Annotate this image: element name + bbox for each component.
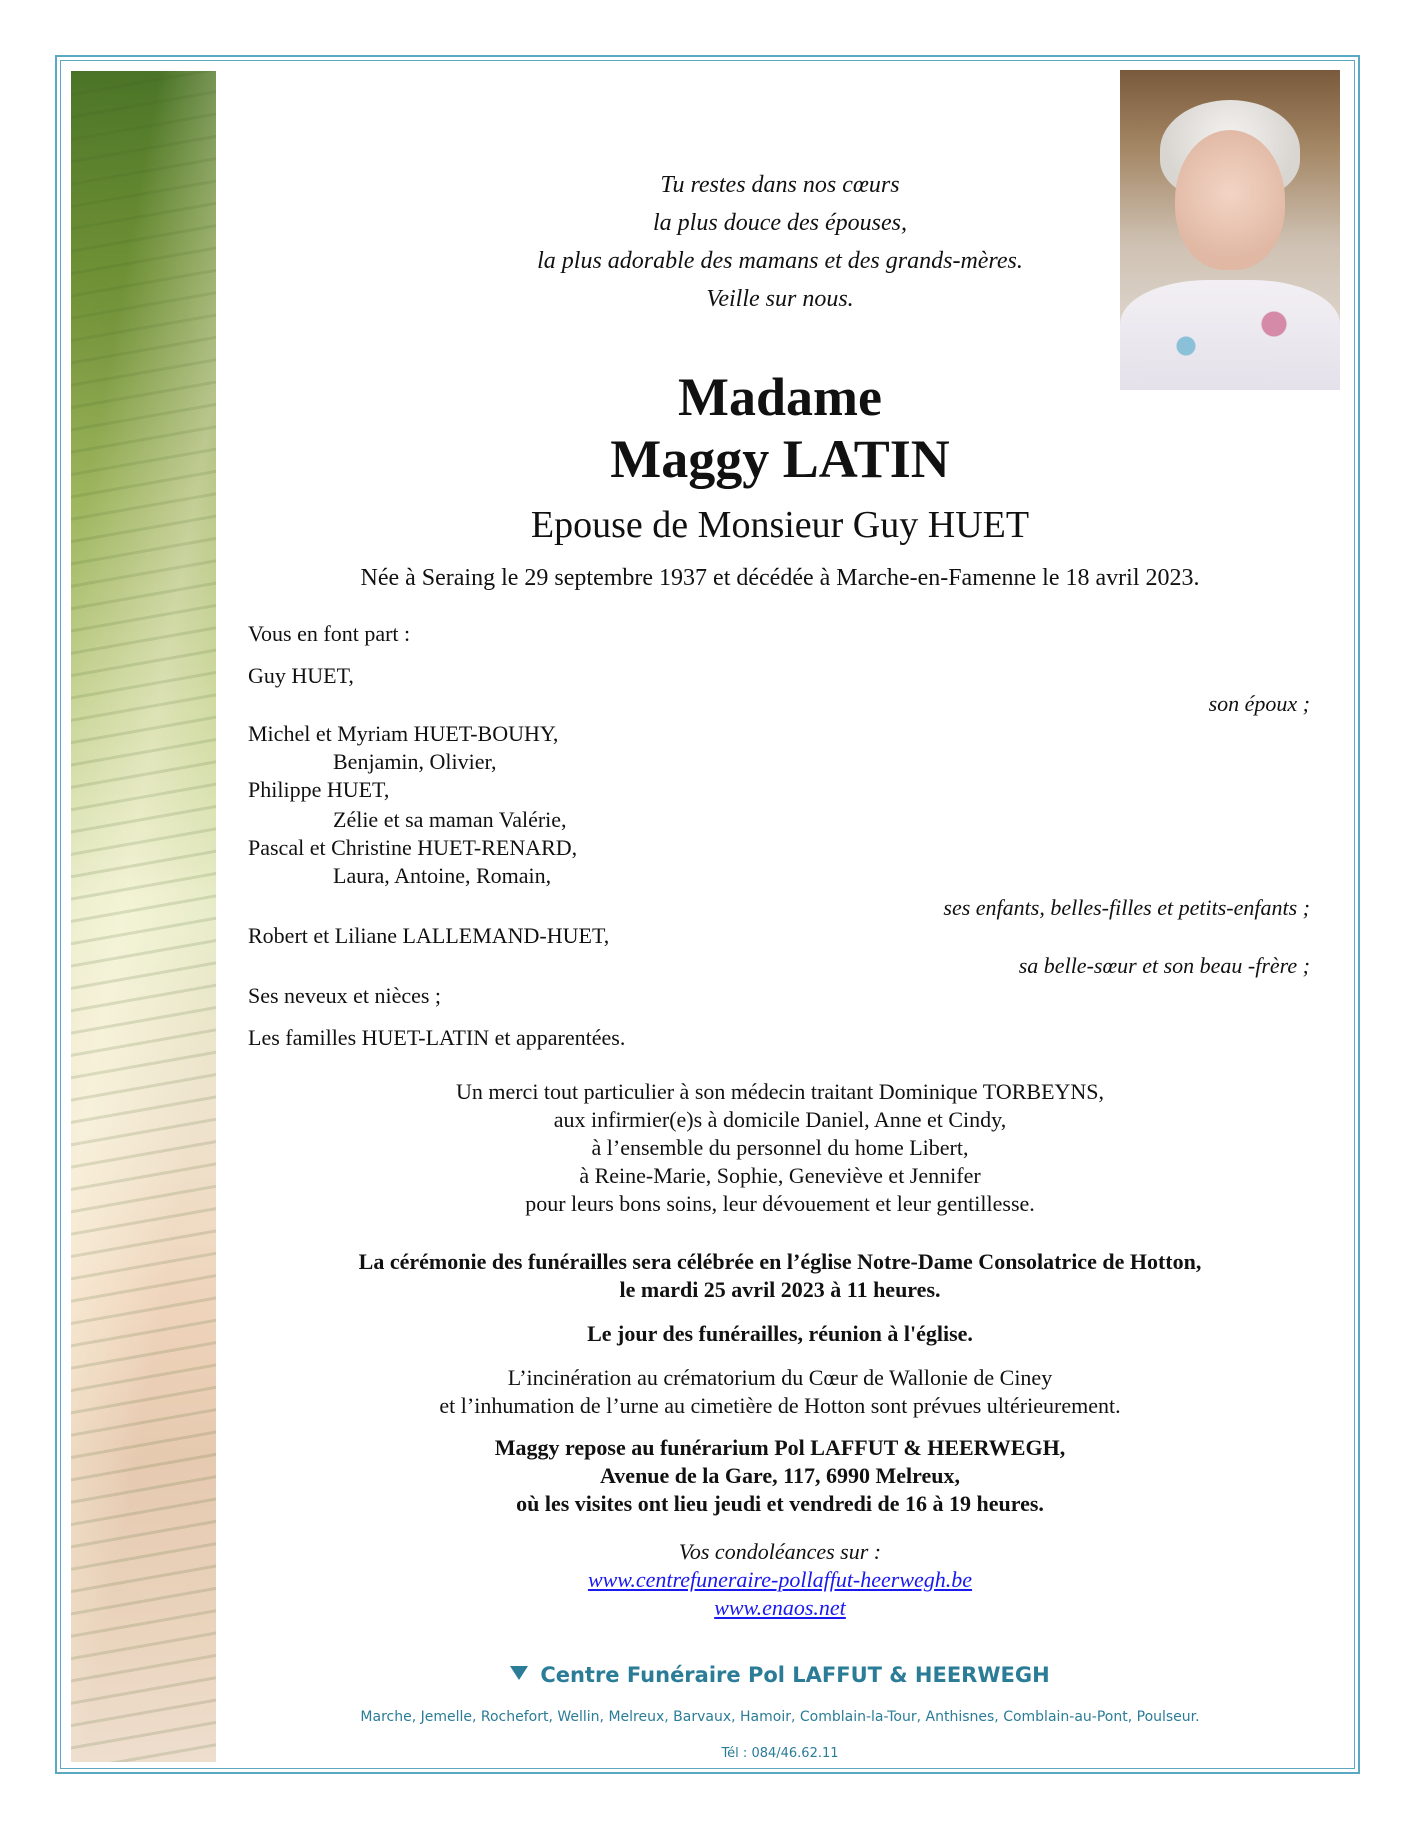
family-intro: Vous en font part : <box>248 621 411 646</box>
thanks-block <box>250 1078 1310 1218</box>
thanks-line: aux infirmier(e)s à domicile Daniel, Anne et Cindy, <box>553 1107 1007 1132</box>
family-grandchild: Benjamin, Olivier, <box>333 749 497 774</box>
thanks-line: à l’ensemble du personnel du home Libert, <box>591 1135 969 1160</box>
condolences-label: Vos condoléances sur : <box>678 1539 882 1564</box>
funeral-center-name <box>250 1662 1310 1688</box>
cremation-line: et l’inhumation de l’urne au cimetière de Hotton sont prévues ultérieurement. <box>439 1393 1121 1418</box>
family-sibling: Robert et Liliane LALLEMAND-HUET, <box>248 923 610 948</box>
family-grandchild: Laura, Antoine, Romain, <box>333 863 552 888</box>
family-families: Les familles HUET-LATIN et apparentées. <box>248 1025 626 1050</box>
ceremony-block <box>250 1248 1310 1304</box>
family-husband-role: son époux ; <box>1208 691 1310 716</box>
rest-block <box>250 1434 1310 1518</box>
family-nephews: Ses neveux et nièces ; <box>248 983 442 1008</box>
funeral-center-phone: Tél : 084/46.62.11 <box>721 1746 839 1761</box>
ceremony-line: La cérémonie des funérailles sera célébrée en l’église Notre-Dame Consolatrice de Hotton, <box>358 1249 1202 1274</box>
family-grandchild: Zélie et sa maman Valérie, <box>333 807 567 832</box>
thanks-line: pour leurs bons soins, leur dévouement et leur gentillesse. <box>525 1191 1035 1216</box>
thanks-line: à Reine-Marie, Sophie, Geneviève et Jennifer <box>579 1163 981 1188</box>
family-child: Pascal et Christine HUET-RENARD, <box>248 835 578 860</box>
triangle-down-icon <box>510 1666 528 1680</box>
cremation-block <box>250 1364 1310 1420</box>
rest-line: Avenue de la Gare, 117, 6990 Melreux, <box>600 1463 960 1488</box>
enaos-link[interactable]: www.enaos.net <box>714 1595 846 1620</box>
rest-line: Maggy repose au funérarium Pol LAFFUT & HEERWEGH, <box>494 1435 1066 1460</box>
family-children-role: ses enfants, belles-filles et petits-enfants ; <box>943 895 1310 920</box>
poem <box>430 166 1130 318</box>
ceremony-line: le mardi 25 avril 2023 à 11 heures. <box>619 1277 941 1302</box>
family-child: Philippe HUET, <box>248 777 390 802</box>
poem-line: Veille sur nous. <box>706 286 854 312</box>
family-sibling-role: sa belle-sœur et son beau -frère ; <box>1018 953 1310 978</box>
poem-line: la plus douce des épouses, <box>653 210 907 236</box>
funeral-center-link[interactable]: www.centrefuneraire-pollaffut-heerwegh.be <box>587 1567 973 1592</box>
deceased-title <box>330 366 1230 490</box>
family-child: Michel et Myriam HUET-BOUHY, <box>248 721 559 746</box>
funeral-center-name-text: Centre Funéraire Pol LAFFUT & HEERWEGH <box>540 1663 1050 1687</box>
portrait-face <box>1175 130 1285 270</box>
funeral-center-towns: Marche, Jemelle, Rochefort, Wellin, Melreux, Barvaux, Hamoir, Comblain-la-Tour, Anthisnes, Comblain-au-Pont, Poulseur. <box>360 1709 1200 1725</box>
birth-death-line: Née à Seraing le 29 septembre 1937 et décédée à Marche-en-Famenne le 18 avril 2023. <box>360 565 1200 591</box>
honorific: Madame <box>678 367 882 427</box>
rest-line: où les visites ont lieu jeudi et vendredi de 16 à 19 heures. <box>516 1491 1044 1516</box>
spouse-line: Epouse de Monsieur Guy HUET <box>530 504 1030 546</box>
deceased-name: Maggy LATIN <box>610 429 950 489</box>
poem-line: la plus adorable des mamans et des grands-mères. <box>537 248 1023 274</box>
poem-line: Tu restes dans nos cœurs <box>660 172 900 198</box>
portrait-photo <box>1120 70 1340 390</box>
meeting-line: Le jour des funérailles, réunion à l'église. <box>587 1321 973 1346</box>
condolences-block <box>250 1538 1310 1622</box>
forest-path-image <box>71 71 216 1762</box>
family-husband: Guy HUET, <box>248 663 354 688</box>
cremation-line: L’incinération au crématorium du Cœur de Wallonie de Ciney <box>507 1365 1053 1390</box>
thanks-line: Un merci tout particulier à son médecin traitant Dominique TORBEYNS, <box>455 1079 1105 1104</box>
